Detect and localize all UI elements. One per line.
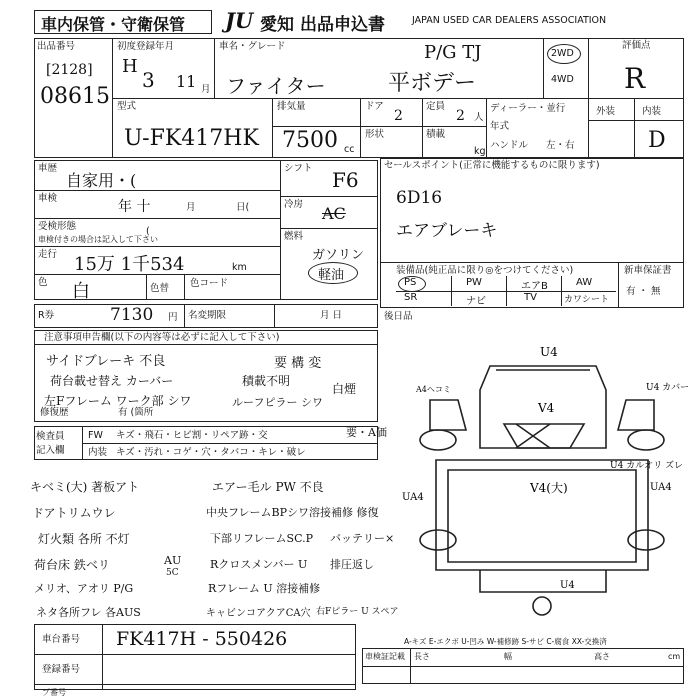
load-label: 積載 (426, 129, 446, 140)
color-value: 白 (72, 281, 90, 302)
displacement-label: 排気量 (277, 101, 306, 112)
usage-label: 車歴 (38, 163, 58, 174)
color-code-label: 色コード (190, 278, 229, 289)
comment-17: 右Fピラー U スペア (316, 607, 399, 617)
new-warranty-label: 新車保証書 (624, 265, 672, 276)
exterior-label: 外装 (596, 106, 616, 117)
diag-mark-top: U4 (540, 345, 558, 359)
capacity-label: 定員 (426, 101, 446, 112)
comment-11: Rクロスメンバー U (210, 558, 308, 571)
fuel-gas: ガソリン (312, 248, 365, 263)
form-title: 出品申込書 (300, 15, 385, 35)
height-label: 高さ (594, 652, 610, 661)
lot-code: [2128] (46, 62, 93, 78)
yen-unit: 円 (168, 312, 178, 323)
fuel-label: 燃料 (284, 231, 304, 242)
comments-area (30, 462, 399, 620)
comment-5: 灯火類 各所 不灯 (38, 532, 130, 546)
usage-value: 自家用・( (66, 171, 137, 190)
kg-unit: kg (474, 146, 486, 157)
receipt-value: ( (146, 226, 150, 237)
wheel-front-left (420, 430, 456, 450)
notes-line2b: 積載不明 (242, 374, 291, 388)
comment-2: エアー毛ル PW 不良 (212, 480, 324, 494)
notes-line3b: ルーフピラー シワ (232, 396, 323, 409)
spare-wheel (533, 597, 551, 615)
comment-7: バッテリー× (330, 532, 395, 545)
first-reg-label: 初度登録年月 (117, 41, 175, 52)
fw-label: FW (88, 430, 103, 441)
interior-label: 内装 (642, 106, 662, 117)
equipment-grid (396, 276, 616, 306)
equipment-label: 装備品(純正品に限り◎をつけてください) (396, 265, 574, 276)
interior-grade: D (648, 128, 666, 153)
chassis-label: 車台番号 (42, 634, 81, 645)
wheel-rear-right (628, 530, 664, 550)
doors-value: 2 (394, 108, 403, 124)
month-unit: 月 (201, 84, 211, 95)
association-name: JAPAN USED CAR DEALERS ASSOCIATION (412, 15, 607, 26)
inspector-label: 検査員 (36, 431, 65, 442)
type-label: 型式 (117, 101, 137, 112)
comment-3: ドアトリムウレ (32, 506, 116, 520)
drive-2wd: 2WD (551, 48, 574, 59)
equip-navi: ナビ (466, 296, 486, 307)
right-door (618, 400, 654, 430)
comment-4: 中央フレームBPシワ溶接補修 修復 (206, 506, 379, 519)
handle-options: 左・右 (546, 140, 575, 151)
chassis-number: FK417H - 550426 (116, 628, 288, 650)
diag-mark-rear: U4 (560, 580, 575, 591)
cargo-bed (436, 460, 648, 570)
equip-tv: TV (524, 292, 537, 303)
truck-diagram (400, 330, 690, 620)
first-reg-era: H (122, 56, 138, 77)
wheel-front-right (628, 430, 664, 450)
fw-note: 要・A価 (346, 426, 387, 439)
inspection-label: 車検 (38, 193, 58, 204)
mileage-label: 走行 (38, 249, 58, 260)
diag-mark-right-side: UA4 (650, 482, 672, 493)
ac-label: 冷房 (284, 199, 304, 210)
diag-mark-right-bed: U4 カルオリ ズレ (610, 461, 684, 471)
repair-label: 修復歴 (40, 407, 69, 418)
notes-line2a: 荷台載せ替え カーバー (50, 374, 174, 388)
windshield-cross (516, 424, 550, 448)
interior-items: キズ・汚れ・コゲ・穴・タバコ・キレ・破レ (116, 447, 306, 458)
comment-12: 排圧返し (330, 558, 374, 571)
equip-sr: SR (404, 292, 418, 303)
comment-16: キャビンコアクアCA穴 (206, 608, 311, 619)
diag-mark-left-bed: UA4 (402, 492, 424, 503)
fuel-diesel: 軽油 (318, 268, 345, 283)
ac-value: AC (322, 204, 346, 223)
comment-10: 5C (166, 568, 179, 578)
cc-unit: cc (344, 144, 355, 155)
equip-airbag: エアB (521, 281, 548, 292)
receipt-sub: 車検付きの場合は記入して下さい (38, 235, 158, 244)
inspection-year: 年 十 (118, 199, 151, 215)
car-name: ファイター (226, 74, 326, 98)
comment-9: AU (164, 554, 182, 567)
color-label: 色 (38, 277, 48, 288)
shift-label: シフト (284, 163, 313, 174)
grade-top: P/G TJ (424, 42, 482, 63)
comment-14: Rフレーム U 溶接補修 (208, 582, 321, 595)
std-label: 車検証記載 (365, 652, 405, 661)
type-value: U-FK417HK (124, 126, 259, 151)
first-reg-year: 3 (142, 68, 155, 92)
notes-line1b: 要 構 変 (274, 356, 322, 371)
inspection-month-unit: 月 (186, 202, 196, 213)
lot-number-label: 出品番号 (37, 41, 76, 52)
comment-8: 荷台床 鉄ベリ (34, 558, 110, 572)
year-type-label: 年式 (490, 121, 510, 132)
logo-region: 愛知 (260, 15, 294, 35)
width-label: 幅 (504, 652, 512, 661)
model-label: 車名・グレード (219, 41, 286, 52)
selling-line2: エアブレーキ (396, 221, 498, 241)
transfer-label: 名変期限 (188, 310, 227, 321)
left-door (430, 400, 466, 430)
rear-gate (480, 570, 606, 592)
storage-box (34, 10, 212, 34)
km-unit: km (232, 262, 247, 273)
color-change-label: 色替 (150, 283, 170, 294)
person-unit: 人 (474, 112, 484, 123)
equip-pw: PW (466, 277, 482, 288)
shift-value: F6 (332, 168, 359, 192)
displacement-value: 7500 (282, 128, 338, 153)
equip-aw: AW (576, 277, 593, 288)
damage-legend: A-キズ E-エクボ U-凹み W-補修跡 S-サビ C-腐食 XX-交換済 (404, 637, 607, 646)
receipt-label: 受検形態 (38, 221, 77, 232)
notes-line2c: 白煙 (332, 382, 357, 396)
registration-label: 登録番号 (42, 664, 81, 675)
notes-line1a: サイドブレーキ 不良 (46, 354, 166, 369)
inspector-label2: 記入欄 (36, 445, 65, 456)
capacity-value: 2 (456, 108, 465, 124)
equip-leather: カワシート (564, 295, 610, 305)
cm-unit: cm (668, 652, 681, 661)
interior-row-label: 内装 (88, 447, 108, 458)
rating-value: R (624, 62, 646, 95)
doors-label: ドア (365, 101, 384, 112)
diag-mark-right-door: U4 カバー (646, 383, 690, 393)
rating-label: 評価点 (622, 40, 651, 51)
later-items-label: 後日品 (384, 311, 413, 322)
new-warranty-options: 有 ・ 無 (626, 286, 661, 297)
fw-items: キズ・飛石・ヒビ割・リペア跡・交 (116, 430, 268, 441)
equip-ps: PS (404, 277, 417, 288)
diag-mark-cab: V4 (538, 401, 555, 415)
comment-6: 下部リフレームSC.P (210, 532, 314, 545)
lot-number: 08615 (40, 84, 110, 109)
length-label: 長さ (414, 652, 430, 661)
diag-mark-left-cab: A4ヘコミ (416, 385, 451, 394)
dealer-label: ディーラー・並行 (490, 103, 566, 114)
notes-title: 注意事項申告欄(以下の内容等は必ずに記入して下さい) (44, 332, 280, 343)
drive-4wd: 4WD (551, 74, 574, 85)
bottom-label: プ番号 (42, 688, 66, 697)
ju-logo: JU (225, 8, 254, 33)
diag-mark-bed: V4(大) (530, 481, 568, 495)
first-reg-month: 11 (176, 72, 197, 91)
selling-line1: 6D16 (396, 188, 443, 208)
shape-label: 形状 (365, 129, 385, 140)
repair-value: 有 (箇所 (118, 407, 154, 418)
comment-15: ネタ各所フレ 各AUS (36, 606, 141, 619)
selling-label: セールスポイント(正常に機能するものに限ります) (384, 160, 600, 171)
transfer-value: 月 日 (320, 310, 343, 321)
notes-line3a: 左Fフレーム ワーク部 シワ (44, 394, 192, 408)
storage-label: 車内保管・守衛保管 (41, 15, 186, 34)
wheel-rear-left (420, 530, 456, 550)
comment-13: メリオ、アオリ P/G (34, 582, 134, 595)
mileage-value: 15万 1千534 (74, 254, 185, 275)
handle-label: ハンドル (490, 140, 529, 151)
r-ticket-label: R券 (38, 310, 55, 321)
r-ticket-value: 7130 (110, 305, 154, 325)
inspection-day: 日( (236, 202, 250, 213)
grade-body: 平ボデー (388, 71, 477, 96)
comment-1: キベミ(大) 著板アト (30, 480, 140, 494)
